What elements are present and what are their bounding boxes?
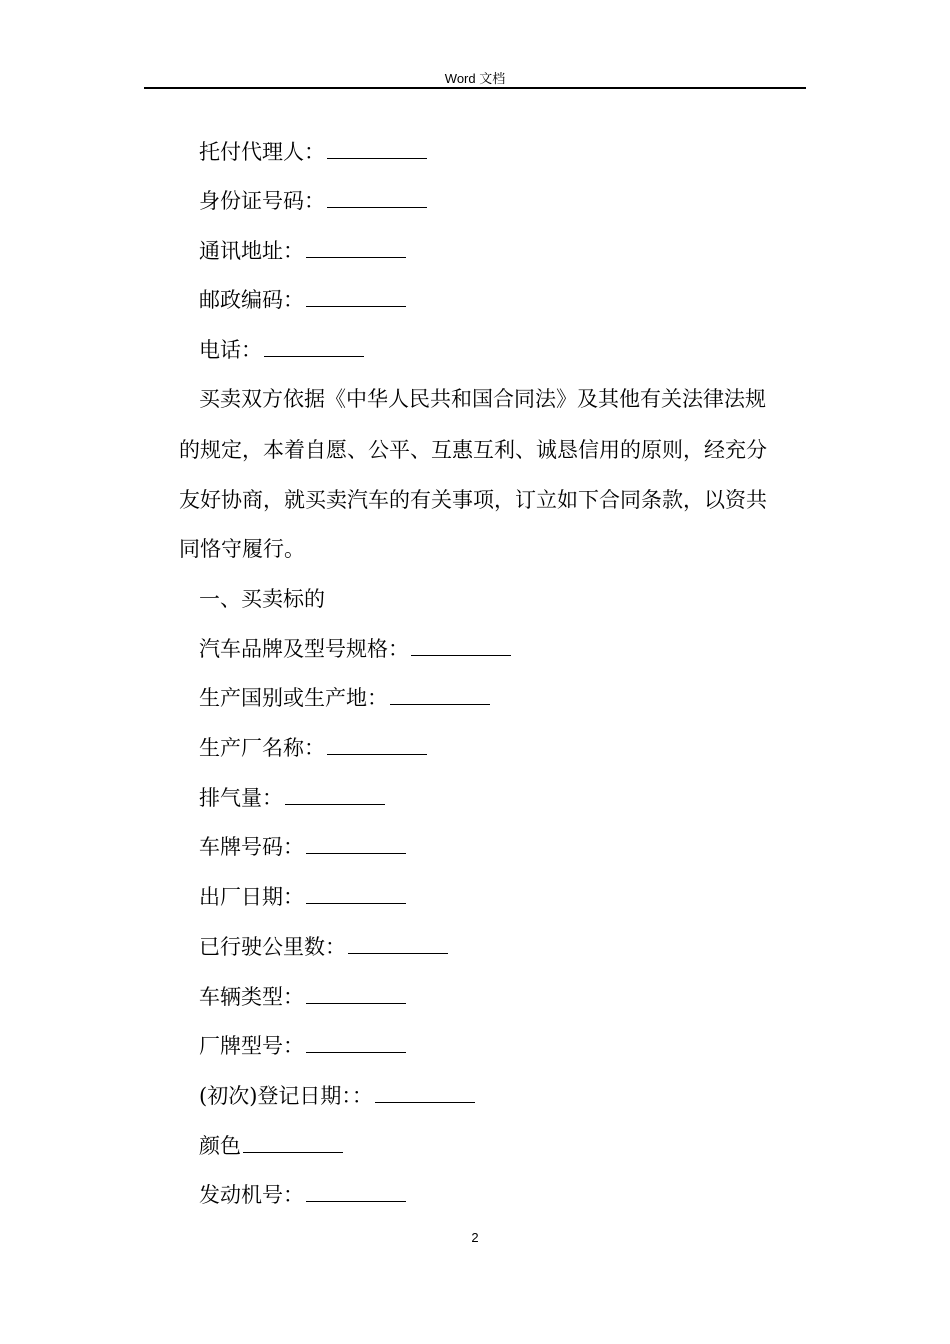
field-blank [306, 983, 406, 1004]
field-line [199, 783, 385, 813]
field-label: 颜色 [199, 1134, 241, 1158]
postcode-blank [306, 286, 406, 307]
field-line [199, 832, 406, 862]
field-blank [243, 1132, 343, 1153]
field-line [199, 1031, 406, 1061]
phone-label: 电话： [199, 338, 262, 362]
field-blank [327, 734, 427, 755]
page-header: Word 文档 [444, 71, 506, 86]
id-blank [327, 187, 427, 208]
field-label: 生产国别或生产地： [199, 686, 388, 710]
phone-line [199, 335, 364, 365]
field-line [199, 1081, 475, 1111]
address-line [199, 236, 406, 266]
section-title: 一、买卖标的 [199, 587, 325, 611]
field-blank [306, 1032, 406, 1053]
field-label: 出厂日期： [199, 885, 304, 909]
agent-line [199, 137, 427, 167]
paragraph-line: 同恪守履行。 [179, 537, 305, 561]
field-blank [306, 1181, 406, 1202]
field-blank [285, 784, 385, 805]
field-label: 车牌号码： [199, 835, 304, 859]
field-blank [348, 933, 448, 954]
field-label: 已行驶公里数： [199, 935, 346, 959]
field-label: 车辆类型： [199, 985, 304, 1009]
field-line [199, 683, 490, 713]
field-label: 发动机号： [199, 1183, 304, 1207]
id-line [199, 186, 427, 216]
field-line [199, 982, 406, 1012]
field-blank [375, 1082, 475, 1103]
field-label: 厂牌型号： [199, 1034, 304, 1058]
field-line [199, 634, 511, 664]
postcode-label: 邮政编码： [199, 288, 304, 312]
phone-blank [264, 336, 364, 357]
field-label: (初次)登记日期：： [199, 1084, 373, 1108]
paragraph-line: 的规定，本着自愿、公平、互惠互利、诚恳信用的原则，经充分 [179, 438, 767, 462]
address-label: 通讯地址： [199, 239, 304, 263]
header-divider [144, 87, 806, 89]
field-line [199, 1180, 406, 1210]
field-blank [306, 833, 406, 854]
paragraph-line: 友好协商，就买卖汽车的有关事项，订立如下合同条款，以资共 [179, 488, 767, 512]
id-label: 身份证号码： [199, 189, 325, 213]
field-line [199, 932, 448, 962]
agent-label: 托付代理人： [199, 140, 325, 164]
field-blank [390, 684, 490, 705]
field-label: 生产厂名称： [199, 736, 325, 760]
field-line [199, 882, 406, 912]
field-line [199, 1131, 343, 1161]
field-blank [411, 635, 511, 656]
page-number: 2 [471, 1230, 479, 1245]
address-blank [306, 237, 406, 258]
paragraph-line: 买卖双方依据《中华人民共和国合同法》及其他有关法律法规 [199, 387, 766, 411]
postcode-line [199, 285, 406, 315]
field-line [199, 733, 427, 763]
field-label: 排气量： [199, 786, 283, 810]
field-blank [306, 883, 406, 904]
field-label: 汽车品牌及型号规格： [199, 637, 409, 661]
agent-blank [327, 138, 427, 159]
